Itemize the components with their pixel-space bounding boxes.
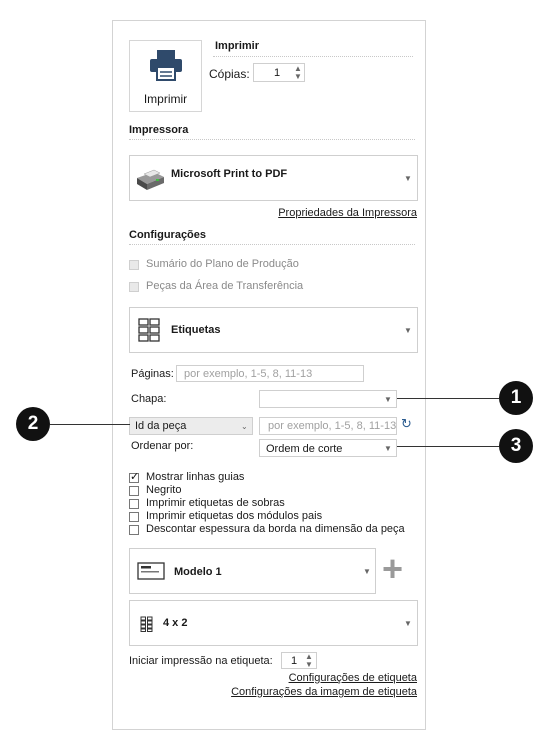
clipboard-parts-label: Peças da Área de Transferência bbox=[146, 280, 304, 292]
sheet-label: Chapa: bbox=[131, 393, 167, 405]
printer-section-title: Impressora bbox=[129, 124, 189, 136]
pages-placeholder: por exemplo, 1-5, 8, 11-13 bbox=[184, 368, 313, 380]
label-settings-link[interactable]: Configurações de etiqueta bbox=[288, 672, 417, 684]
leftover-labels-checkbox[interactable] bbox=[129, 499, 139, 509]
chevron-down-icon[interactable]: ▼ bbox=[363, 567, 371, 576]
chevron-down-icon[interactable]: ▼ bbox=[384, 395, 392, 404]
labels-grid-icon bbox=[138, 318, 160, 342]
bold-checkbox[interactable] bbox=[129, 486, 139, 496]
refresh-icon[interactable]: ↻ bbox=[401, 416, 412, 431]
printer-properties-link[interactable]: Propriedades da Impressora bbox=[278, 207, 417, 219]
printer-icon bbox=[149, 49, 183, 81]
chevron-down-icon[interactable]: ▼ bbox=[384, 444, 392, 453]
copies-value: 1 bbox=[274, 67, 281, 79]
sort-select[interactable] bbox=[259, 439, 397, 457]
print-type-select[interactable] bbox=[129, 307, 418, 353]
add-template-button[interactable]: + bbox=[382, 548, 404, 589]
pages-label: Páginas: bbox=[131, 368, 174, 380]
parent-modules-label: Imprimir etiquetas dos módulos pais bbox=[146, 510, 323, 522]
layout-select[interactable] bbox=[129, 600, 418, 646]
template-select[interactable] bbox=[129, 548, 376, 594]
filter-input[interactable] bbox=[259, 417, 397, 435]
callout-1: 1 bbox=[499, 381, 533, 415]
printer-select[interactable] bbox=[129, 155, 418, 201]
chevron-down-icon[interactable]: ▼ bbox=[404, 619, 412, 628]
production-summary-label: Sumário do Plano de Produção bbox=[146, 258, 299, 270]
start-label: Iniciar impressão na etiqueta: bbox=[129, 655, 273, 667]
stepper-down-icon[interactable]: ▼ bbox=[305, 660, 313, 669]
leftover-labels-label: Imprimir etiquetas de sobras bbox=[146, 497, 285, 509]
sheet-select[interactable] bbox=[259, 390, 397, 408]
callout-2: 2 bbox=[16, 407, 50, 441]
clipboard-parts-checkbox[interactable] bbox=[129, 282, 139, 292]
printer-divider bbox=[129, 139, 415, 140]
layout-value: 4 x 2 bbox=[163, 617, 188, 629]
copies-label: Cópias: bbox=[209, 67, 250, 81]
stepper-up-icon[interactable]: ▲ bbox=[294, 64, 302, 73]
filter-field-value: Id da peça bbox=[135, 420, 187, 432]
label-image-settings-link[interactable]: Configurações da imagem de etiqueta bbox=[231, 686, 417, 698]
stepper-down-icon[interactable]: ▼ bbox=[294, 72, 302, 81]
production-summary-checkbox[interactable] bbox=[129, 260, 139, 270]
copies-stepper[interactable] bbox=[253, 63, 305, 82]
start-value: 1 bbox=[291, 655, 298, 667]
printer-device-icon bbox=[134, 168, 166, 192]
bold-label: Negrito bbox=[146, 484, 182, 496]
parent-modules-checkbox[interactable] bbox=[129, 512, 139, 522]
edge-thickness-label: Descontar espessura da borda na dimensão da peça bbox=[146, 523, 405, 535]
print-button[interactable] bbox=[129, 40, 202, 112]
sort-label: Ordenar por: bbox=[131, 440, 194, 452]
start-stepper[interactable] bbox=[281, 652, 317, 669]
chevron-down-icon[interactable]: ▼ bbox=[404, 174, 412, 183]
chevron-down-icon[interactable]: ⌄ bbox=[241, 422, 248, 431]
filter-placeholder: por exemplo, 1-5, 8, 11-13 bbox=[268, 420, 396, 432]
show-guide-lines-label: Mostrar linhas guias bbox=[146, 471, 245, 483]
settings-divider bbox=[129, 244, 415, 245]
callout-1-line bbox=[397, 398, 499, 399]
template-value: Modelo 1 bbox=[174, 566, 222, 578]
layout-grid-icon bbox=[140, 616, 153, 632]
chevron-down-icon[interactable]: ▼ bbox=[404, 326, 412, 335]
show-guide-lines-checkbox[interactable] bbox=[129, 473, 139, 483]
pages-input[interactable] bbox=[176, 365, 364, 382]
label-template-icon bbox=[137, 562, 165, 580]
settings-section-title: Configurações bbox=[129, 229, 207, 241]
printer-name: Microsoft Print to PDF bbox=[171, 168, 288, 180]
print-button-label: Imprimir bbox=[143, 92, 188, 106]
callout-3: 3 bbox=[499, 429, 533, 463]
print-divider bbox=[213, 56, 413, 57]
filter-field-select[interactable] bbox=[129, 417, 253, 435]
edge-thickness-checkbox[interactable] bbox=[129, 525, 139, 535]
print-section-title: Imprimir bbox=[215, 40, 260, 52]
sort-value: Ordem de corte bbox=[266, 443, 343, 455]
callout-2-line bbox=[50, 424, 130, 425]
print-panel bbox=[112, 20, 426, 730]
stepper-up-icon[interactable]: ▲ bbox=[305, 652, 313, 661]
callout-3-line bbox=[397, 446, 499, 447]
print-type-value: Etiquetas bbox=[171, 324, 221, 336]
